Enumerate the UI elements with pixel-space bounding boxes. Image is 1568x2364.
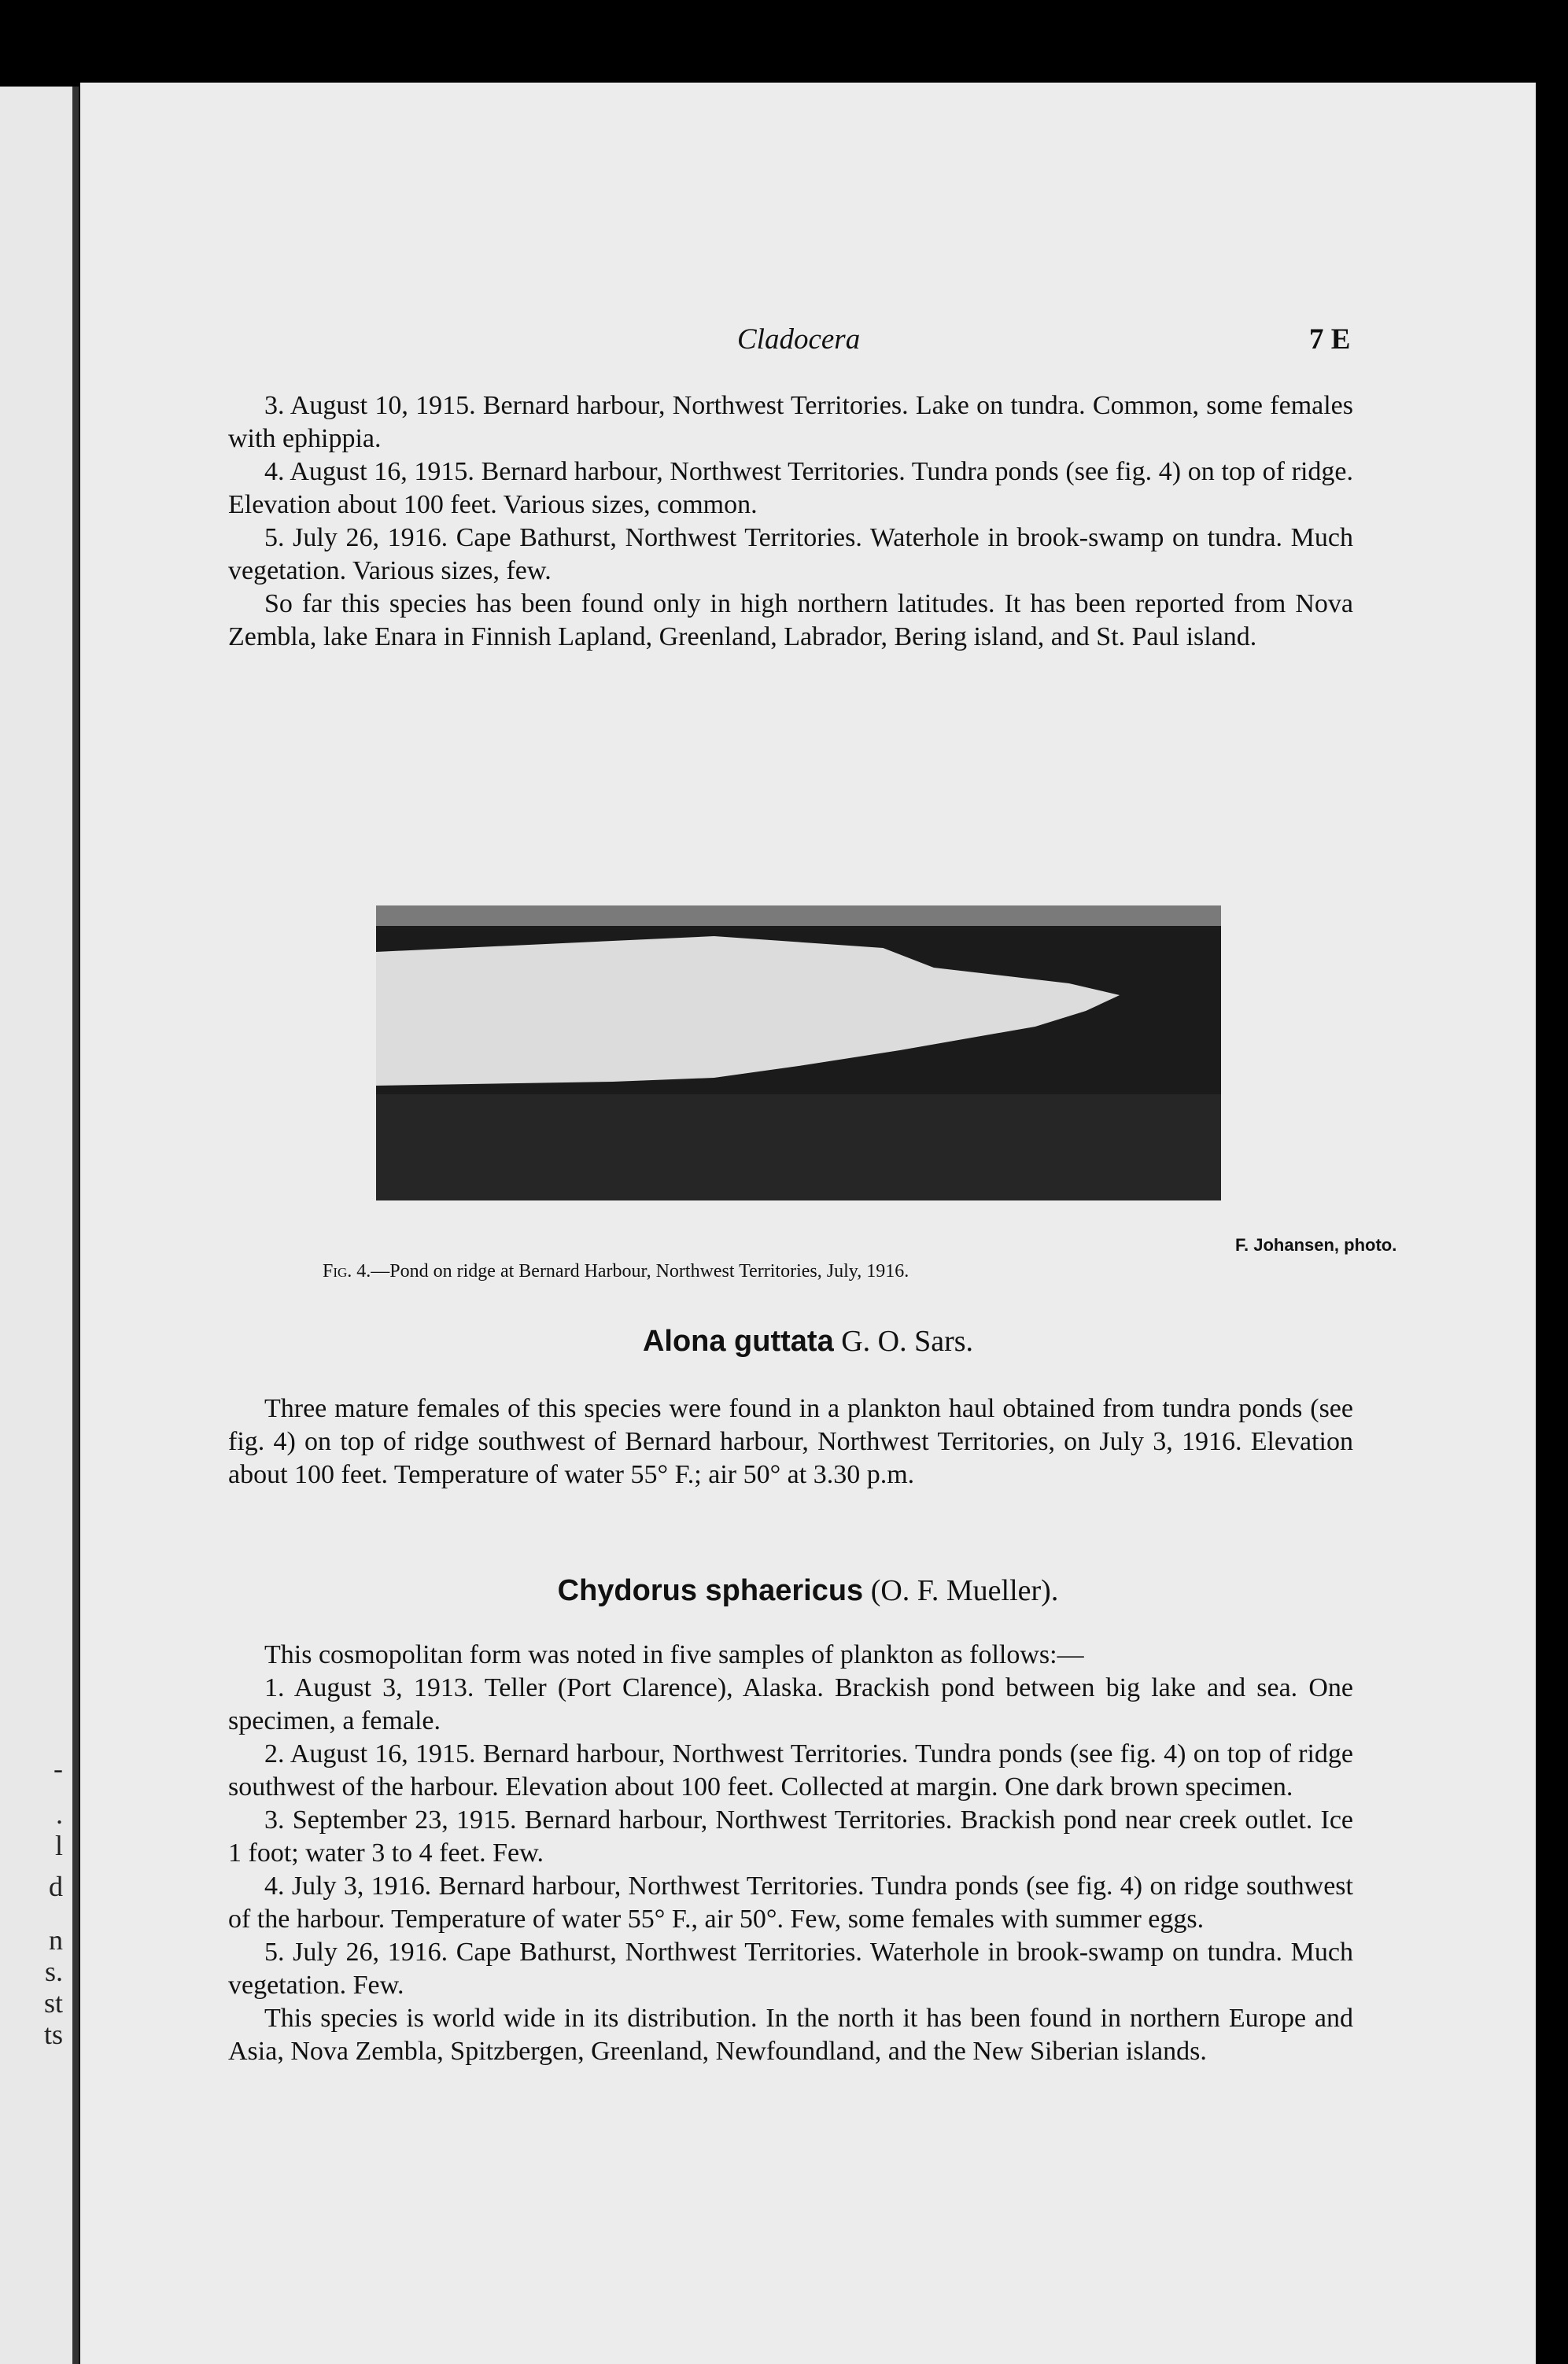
paragraph: So far this species has been found only in high northern latitudes. It has been reported from Nova Zembla, lake Enara in Finnish Lapland, Greenland, Labrador, Bering island, and St. Paul island. [228,589,1353,651]
species-author: (O. F. Mueller). [870,1574,1059,1607]
facing-page-fragment: s. [44,1956,63,1987]
facing-page-fragment: - [53,1753,63,1784]
figure-caption-text: —Pond on ridge at Bernard Harbour, Northwest Territories, July, 1916. [371,1261,909,1282]
species-name: Chydorus sphaericus [557,1574,864,1607]
paragraph: 2. August 16, 1915. Bernard harbour, Northwest Territories. Tundra ponds (see fig. 4) on top of ridge southwest of the harbour. Elevation about 100 feet. Collected at margin. One dark brown specimen. [228,1739,1353,1802]
alona-text [228,1392,1353,1492]
facing-page-fragment: ts [43,2019,63,2050]
paragraph: 5. July 26, 1916. Cape Bathurst, Northwest Territories. Waterhole in brook-swamp on tundra. Much vegetation. Various sizes, few. [228,523,1353,585]
paragraph: 4. July 3, 1916. Bernard harbour, Northwest Territories. Tundra ponds (see fig. 4) on ridge southwest of the harbour. Temperature of water 55° F., air 50°. Few, some females with summer eggs. [228,1872,1353,1934]
paragraph: 4. August 16, 1915. Bernard harbour, Northwest Territories. Tundra ponds (see fig. 4) on top of ridge. Elevation about 100 feet. Various sizes, common. [228,457,1353,519]
pond-photograph [376,905,1221,1200]
paragraph: 3. August 10, 1915. Bernard harbour, Northwest Territories. Lake on tundra. Common, some females with ephippia. [228,391,1353,453]
paragraph: This cosmopolitan form was noted in five samples of plankton as follows:— [264,1640,1084,1669]
photo-credit: F. Johansen, photo. [1235,1235,1397,1255]
facing-page-edge [0,87,79,2364]
section-heading-alona [80,1324,1536,1359]
facing-page-fragment: l [54,1830,63,1861]
facing-page-fragment: n [49,1924,63,1956]
figure-label: Fig. 4. [323,1261,371,1282]
running-title: Cladocera [737,323,861,356]
facing-page-fragment: d [49,1871,63,1902]
paragraph: Three mature females of this species were found in a plankton haul obtained from tundra ponds (see fig. 4) on top of ridge southwest of Bernard harbour, Northwest Territories, on July 3, 1916. Elevation about 100 feet. Temperature of water 55° F.; air 50° at 3.30 p.m. [228,1394,1353,1489]
paragraph: This species is world wide in its distribution. In the north it has been found in northern Europe and Asia, Nova Zembla, Spitzbergen, Greenland, Newfoundland, and the New Siberian islands. [228,2004,1353,2066]
species-author: G. O. Sars. [841,1325,974,1358]
paragraph: 3. September 23, 1915. Bernard harbour, Northwest Territories. Brackish pond near creek outlet. Ice 1 foot; water 3 to 4 feet. Few. [228,1805,1353,1868]
facing-page-fragment: st [43,1987,63,2019]
species-name: Alona guttata [642,1325,834,1358]
paragraph: 5. July 26, 1916. Cape Bathurst, Northwest Territories. Waterhole in brook-swamp on tundra. Much vegetation. Few. [228,1938,1353,2000]
chydorus-text [228,1639,1353,2068]
page-number: 7 E [1309,323,1351,356]
book-page [80,83,1536,2364]
facing-page-fragment: . [56,1798,63,1830]
paragraph: 1. August 3, 1913. Teller (Port Clarence), Alaska. Brackish pond between big lake and sea. One specimen, a female. [228,1673,1353,1735]
section-heading-chydorus [80,1573,1536,1608]
intro-text [228,389,1353,654]
figure-caption [323,1261,909,1282]
